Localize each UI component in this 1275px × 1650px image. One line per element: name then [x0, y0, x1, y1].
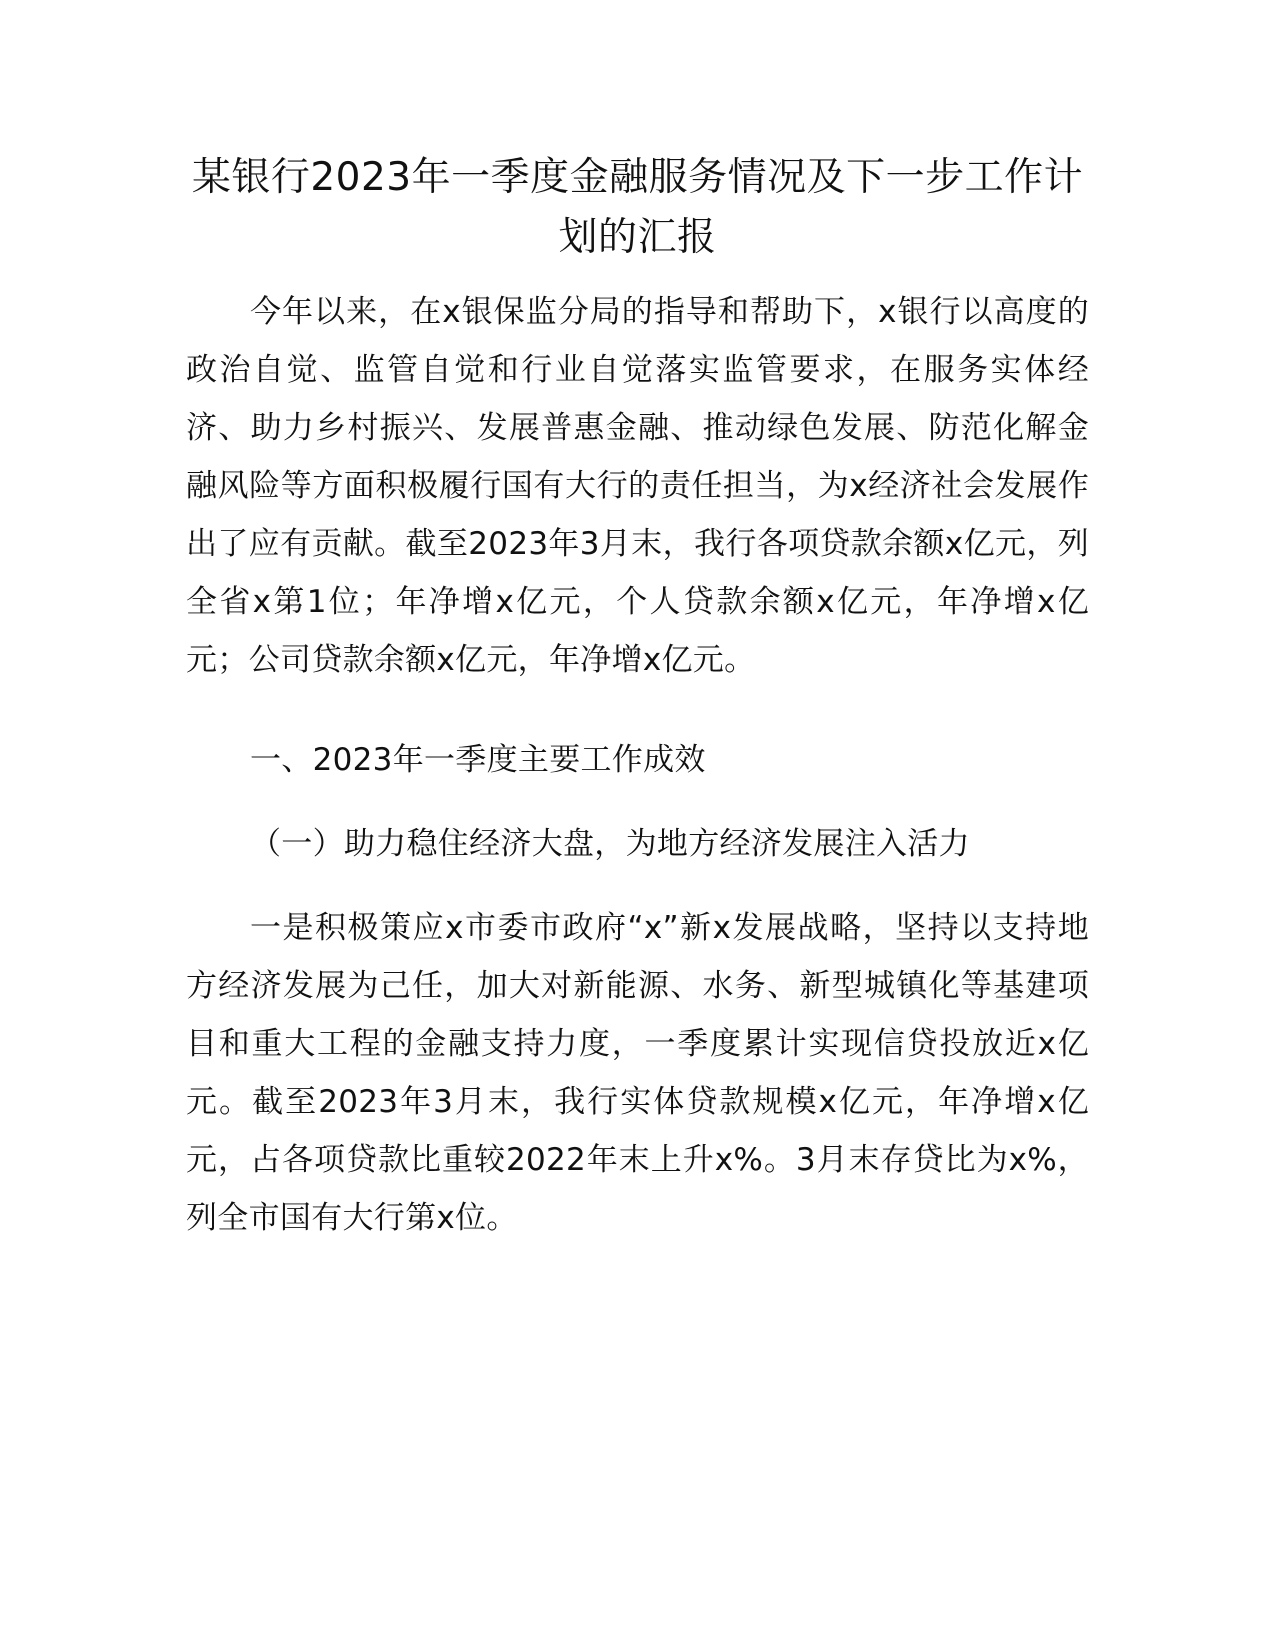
- document-title: 某银行2023年一季度金融服务情况及下一步工作计划的汇报: [191, 155, 1084, 260]
- subsection-heading: （一）助力稳住经济大盘，为地方经济发展注入活力: [250, 826, 970, 862]
- intro-paragraph: 今年以来，在x银保监分局的指导和帮助下，x银行以高度的政治自觉、监管自觉和行业自觉落实监管要求，在服务实体经济、助力乡村振兴、发展普惠金融、推动绿色发展、防范化解金融风险等方面积极履行国有大行的责任担当，为x经济社会发展作出了应有贡献。截至2023年3月末，我行各项贷款余额x亿元，列全省x第1位；年净增x亿元，个人贷款余额x亿元，年净增x亿元；公司贷款余额x亿元，年净增x亿元。: [186, 294, 1089, 678]
- body-paragraph: 一是积极策应x市委市政府“x”新x发展战略，坚持以支持地方经济发展为己任，加大对新能源、水务、新型城镇化等基建项目和重大工程的金融支持力度，一季度累计实现信贷投放近x亿元。截至2023年3月末，我行实体贷款规模x亿元，年净增x亿元，占各项贷款比重较2022年末上升x%。3月末存贷比为x%，列全市国有大行第x位。: [186, 910, 1089, 1236]
- section-heading: 一、2023年一季度主要工作成效: [250, 742, 706, 778]
